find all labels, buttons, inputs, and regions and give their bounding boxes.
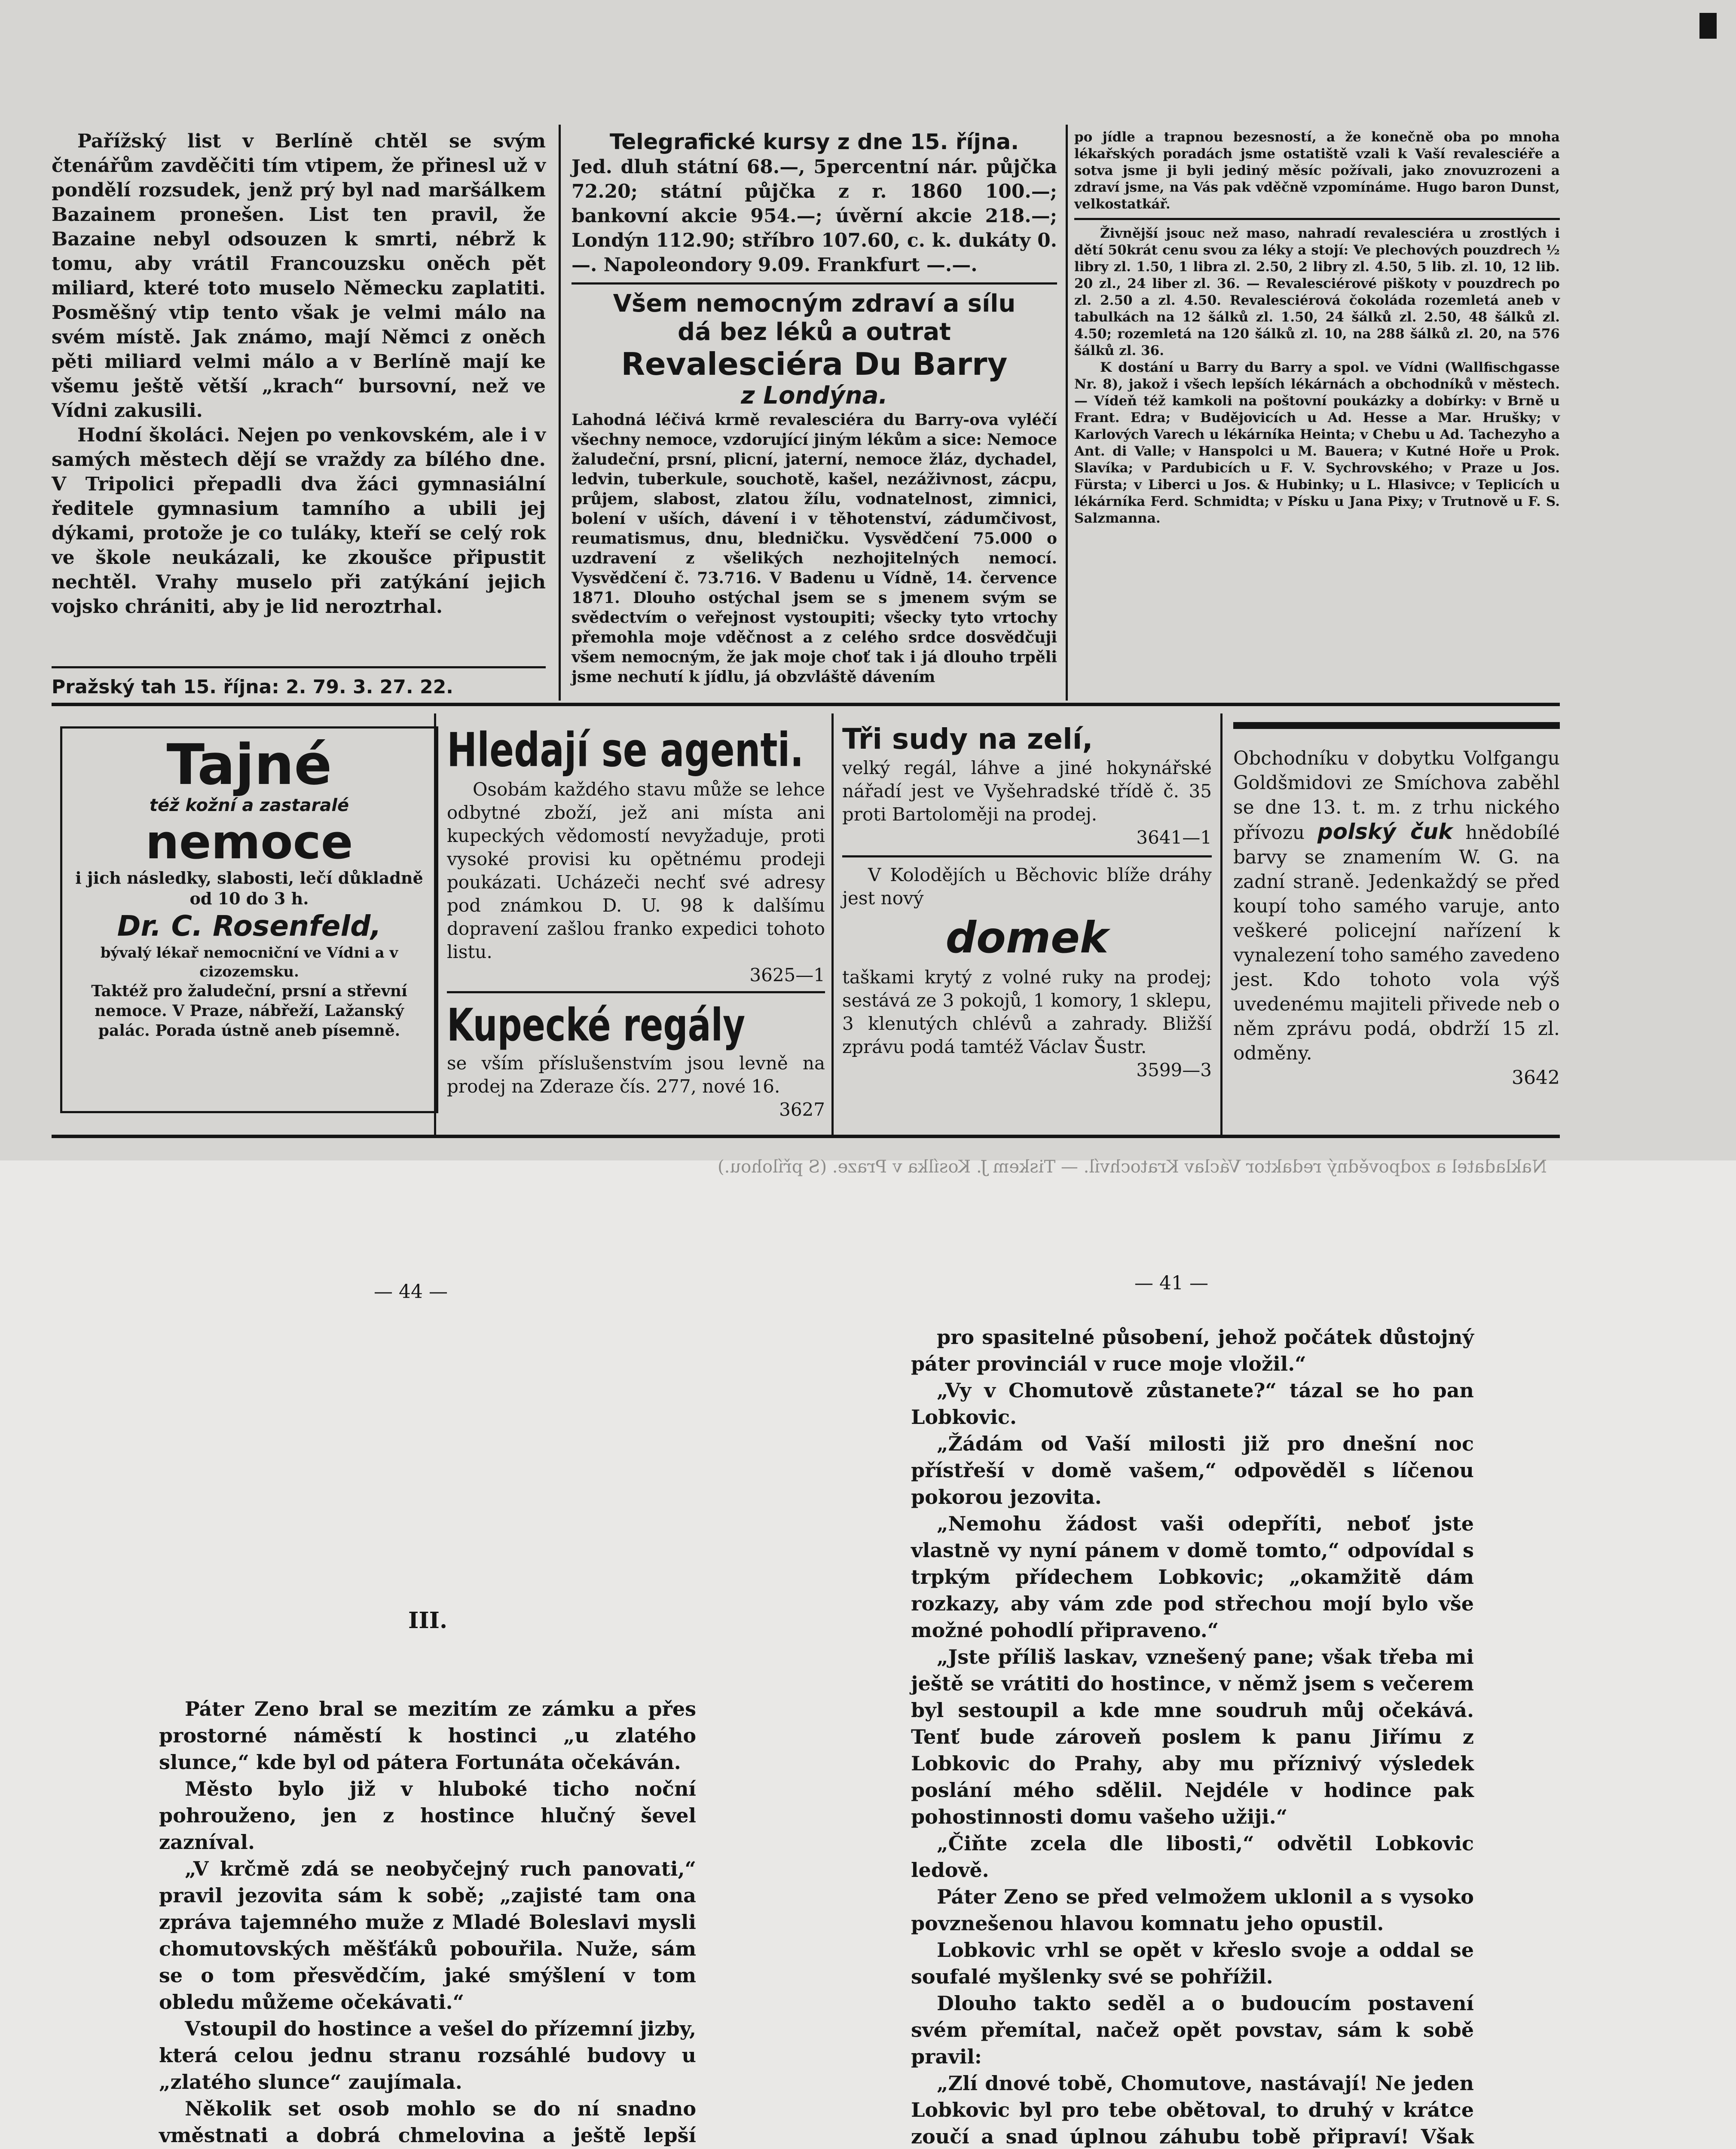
book-paragraph: Dlouho takto seděl a o budoucím postavení svém přemítal, načež opět povstav, sám k sobě pravil: xyxy=(911,1992,1474,2068)
column-rule xyxy=(572,282,1057,285)
telegraph-text: Jed. dluh státní 68.—, 5percentní nár. půjčka 72.20; státní půjčka z r. 1860 100.—; bankovní akcie 954.—; úvěrní akcie 218.—; Londýn 112.90; stříbro 107.60, c. k. dukáty 0.—. Napoleondory 9.09. Frankfurt —.—. xyxy=(572,156,1057,276)
book-page-left xyxy=(159,1696,696,2149)
ad-text: taškami krytý z volné ruky na prodej; sestává ze 3 pokojů, 1 komory, 1 sklepu, 3 klenutých chlévů a zahrady. Bližší zprávu podá tamtéž Václav Šustr. xyxy=(842,967,1212,1057)
ad-emphasis: polský čuk xyxy=(1317,819,1453,844)
ad-code: 3641—1 xyxy=(1136,827,1212,848)
ad-text: se vším příslušenstvím jsou levně na prodej na Zderaze čís. 277, nové 16. xyxy=(447,1053,825,1097)
column-rule xyxy=(52,666,546,668)
book-paragraph: Páter Zeno se před velmožem uklonil a s vysoko povznešenou hlavou komnatu jeho opustil. xyxy=(911,1885,1474,1935)
book-paragraph: „Čiňte zcela dle libosti,“ odvětil Lobkovic ledově. xyxy=(911,1832,1474,1882)
news-column-middle xyxy=(572,129,1057,687)
book-paragraph: „Jste příliš laskav, vznešený pane; však třeba mi ještě se vrátiti do hostince, v němž jsem s večerem byl sestoupil a kde mne soudruh můj očekává. Tenť bude zároveň poslem k panu Jiřímu z Lobkovic do Prahy, aby mu příznivý výsledek poslání mého sdělil. Nejdéle v hodince pak pohostinnosti domu vašeho užiji.“ xyxy=(911,1645,1474,1828)
column-rule xyxy=(842,855,1212,857)
corner-mark xyxy=(1699,13,1717,39)
lottery-line: Pražský tah 15. října: 2. 79. 3. 27. 22. xyxy=(52,676,453,698)
ad-headline: Tři sudy na zelí, xyxy=(842,722,1093,756)
ad-title: Revalesciéra Du Barry xyxy=(621,346,1008,382)
book-paragraph: Páter Zeno bral se mezitím ze zámku a přes prostorné náměstí k hostinci „u zlatého slunce,“ kde byl od pátera Fortunáta očekáván. xyxy=(159,1697,696,1774)
ad-text: Obchodníku v dobytku Volfgangu Goldšmidovi ze Smíchova zaběhl se dne 13. t. m. z trhu xyxy=(1233,747,1560,818)
book-paragraph: Několik set osob mohlo se do ní snadno vměstnati a dobrá chmelovina a ještě lepší xyxy=(159,2097,696,2147)
ad-subline: bývalý lékař nemocniční ve Vídni a v cizozemsku. xyxy=(100,944,398,980)
book-paragraph: „Vy v Chomutově zůstanete?“ tázal se ho pan Lobkovic. xyxy=(911,1379,1474,1429)
ad-text: Osobám každého stavu může se lehce odbytné zboží, jež ani místa ani kupeckých vědomostí nevyžaduje, proti vysoké provisi ku opětnému prodeji poukázati. Ucházeči nechť své adresy pod známkou D. U. 98 k dalšímu dopravení zašlou franko expedici tohoto listu. xyxy=(447,779,825,962)
ad-agenti xyxy=(447,722,825,1121)
ad-headline: Tajné xyxy=(166,732,332,797)
ad-title: Všem nemocným zdraví a sílu xyxy=(613,290,1016,318)
column-rule xyxy=(1233,722,1560,729)
book-paragraph: „Zlí dnové tobě, Chomutove, nastávají! Ne jeden Lobkovic byl pro tebe obětoval, to druhý v krátce zoučí a snad úplnou záhubu tobě připraví! Však xyxy=(911,2072,1474,2148)
ad-lost-animal xyxy=(1233,722,1560,1090)
bleed-footer-line: Nakladatel a zodpovědný redaktor Václav Kratochvíl. — Tiskem J. Kosílka v Praze. (S přílohou.) xyxy=(718,1157,1547,1177)
ad-code: 3627 xyxy=(779,1099,825,1120)
ad-text: velký regál, láhve a jiné hokynářské nářadí jest ve Vyšehradské třídě č. 35 proti Bartoloměji na prodej. xyxy=(842,757,1212,825)
column-divider xyxy=(434,713,436,1135)
book-paragraph: „V krčmě zdá se neobyčejný ruch panovati,“ pravil jezovita sám k sobě; „zajisté tam ona zpráva tajemného muže z Mladé Boleslavi mysli chomutovských měšťáků pobouřila. Nuže, sám se o tom přesvědčím, jaké smýšlení v tom obledu můžeme očekávati.“ xyxy=(159,1857,696,2014)
book-paragraph: „Nemohu žádost vaši odepříti, neboť jste vlastně vy nyní pánem v domě tomto,“ odpovídal s trpkým přídechem Lobkovic; „okamžitě dám rozkazy, aby vám zde pod střechou mojí bylo vše možné pohodlí připraveno.“ xyxy=(911,1512,1474,1642)
ad-title: z Londýna. xyxy=(741,382,888,410)
ad-text: Lahodná léčivá krmě revalesciéra du Barry-ova vyléčí všechny nemoce, vzdorující jiným lékům a sice: Nemoce žaludeční, prsní, plicní, jaterní, nemoce žláz, dychadel, ledvin, tuberkule, souchotě, kašel, nezáživnost, zácpu, průjem, slabost, zlatou žílu, vodnatelnost, zimnici, bolení v uších, dávení i v těhotenství, zádumčivost, reumatismus, dnu, bledničku. Vysvědčení 75.000 o uzdravení z všelikých nezhojitelných nemocí. Vysvědčení č. 73.716. V Badenu u Vídně, 14. července 1871. Dlouho ostýchal jsem se s jmenem svým se svědectvím o veřejnost vystoupiti; všecky tyto vrtochy přemohla moje vděčnost a z celého srdce dosvědčuji všem nemocným, že jak moje choť tak i já dlouho trpěli jsme nechutí k jídlu, já obzvláště dávením xyxy=(572,411,1057,686)
ad-code: 3625—1 xyxy=(749,964,825,986)
ad-text: V Kolodějích u Běchovic blíže dráhy jest nový xyxy=(842,864,1212,909)
ad-code: 3599—3 xyxy=(1136,1059,1212,1081)
book-paragraph: pro spasitelné působení, jehož počátek důstojný páter provinciál v ruce moje vložil.“ xyxy=(911,1326,1474,1375)
section-rule xyxy=(52,703,1560,706)
news-column-left xyxy=(52,129,546,619)
column-divider xyxy=(1066,125,1068,701)
ad-headline: Hledají se agenti. xyxy=(447,722,804,778)
page-number-left: — 44 — xyxy=(374,1281,448,1303)
ad-title: dá bez léků a outrat xyxy=(678,318,951,346)
telegraph-title: Telegrafické kursy z dne 15. října. xyxy=(609,129,1019,154)
book-paragraph: „Žádám od Vaší milosti již pro dnešní noc přístřeší v domě vašem,“ odpověděl s líčenou pokorou jezovita. xyxy=(911,1432,1474,1509)
book-page-right xyxy=(911,1324,1474,2149)
news-paragraph: Hodní školáci. Nejen po venkovském, ale i v samých městech dějí se vraždy za bílého dne. V Tripolici přepadli dva žáci gymnasiální ředitele gymnasium tamního a ubili jej dýkami, protože je co tuláky, kteří se celý rok ve škole neukázali, ke zkoušce připustit nechtěl. Vrahy muselo při zatýkání jejich vojsko chrániti, aby je lid neroztrhal. xyxy=(52,424,546,618)
ad-subline: Taktéž pro žaludeční, prsní a střevní nemoce. V Praze, nábřeží, Lažanský palác. Porada ústně aneb písemně. xyxy=(91,982,407,1040)
ad-sudy-domek xyxy=(842,722,1212,1082)
column-divider xyxy=(1220,713,1223,1135)
ad-text: Živnější jsouc než maso, nahradí revalesciéra u zrostlých i dětí 50krát cenu svou za léky a stojí: Ve plechových pouzdrech ½ libry zl. 1.50, 1 libra zl. 2.50, 2 libry zl. 4.50, 5 lib. zl. 10, 12 lib. 20 zl., 24 liber zl. 36. — Revalesciérové piškoty v pouzdrech po zl. 2.50 a zl. 4.50. Revalesciérová čokoláda rozemletá aneb v tabulkách na 12 šálků zl. 1.50, 24 šálků zl. 2.50, 48 šálků zl. 4.50; rozemletá na 120 šálků zl. 10, na 288 šálků zl. 20, na 576 šálků zl. 36. xyxy=(1074,226,1560,358)
ad-subline: též kožní a zastaralé xyxy=(149,796,349,815)
column-rule xyxy=(1074,218,1560,220)
chapter-heading: III. xyxy=(408,1607,448,1634)
ad-headline: domek xyxy=(945,912,1109,963)
section-rule xyxy=(52,1135,1560,1138)
ad-text: hnědobílé barvy se znamením W. G. na zadní straně. Jedenkaždý se před koupí toho samého varuje, anto veškeré policejní nařízení k vynalezení toho samého zavedeno jest. Kdo tohoto vola výš uvedenému majiteli přivede neb o něm zprávu podá, obdrží 15 zl. odměny. xyxy=(1233,822,1560,1064)
column-rule xyxy=(447,991,825,993)
ad-doctor-name: Dr. C. Rosenfeld, xyxy=(117,909,382,943)
column-divider xyxy=(831,713,834,1135)
ad-headline: nemoce xyxy=(145,814,353,869)
ad-text: po jídle a trapnou bezesností, a že konečně oba po mnoha lékařských poradách jsme ostatiště vzali k Vaší revalesciéře a sotva jsme ji byli jediný měsíc požívali, jako znovuzrozeni a zdraví jsme, na Vás pak vděčně vzpomínáme. Hugo baron Dunst, velkostatkář. xyxy=(1074,129,1560,212)
ad-headline: Kupecké regály xyxy=(447,999,746,1051)
ad-text: K dostání u Barry du Barry a spol. ve Vídni (Wallfischgasse Nr. 8), jakož i všech lepších lékárnách a obchodníků v městech. — Vídeň též kamkoli na poštovní poukázky a dobírky: v Brně u Frant. Edra; v Budějovicích u Ad. Hesse a Mar. Hrušky; v Karlových Varech u lékárníka Heinta; v Chebu u Ad. Tachezyho a Ant. di Valle; v Hanspolci u M. Bauera; v Kutné Hoře u Prok. Slavíka; v Pardubicích u F. V. Sychrovského; v Praze u Jos. Fürsta; v Liberci u Jos. & Hubinky; u L. Hlasivce; v Teplicích u lékárníka Ferd. Schmidta; v Písku u Jana Pixy; v Trutnově u F. S. Salzmanna. xyxy=(1074,360,1560,526)
ad-code: 3642 xyxy=(1512,1067,1560,1089)
book-paragraph: Vstoupil do hostince a vešel do přízemní jizby, která celou jednu stranu rozsáhlé budovy u „zlatého slunce“ zaujímala. xyxy=(159,2017,696,2094)
page-number-right: — 41 — xyxy=(1134,1272,1208,1294)
book-paragraph: Město bylo již v hluboké ticho noční pohrouženo, jen z hostince hlučný ševel zazníval. xyxy=(159,1777,696,1854)
ad-text: nického přívozu xyxy=(1233,796,1560,844)
column-divider xyxy=(559,125,561,701)
news-column-right xyxy=(1074,129,1560,527)
ad-subline: i jich následky, slabosti, lečí důkladně od 10 do 3 h. xyxy=(75,868,423,908)
book-paragraph: Lobkovic vrhl se opět v křeslo svoje a oddal se soufalé myšlenky své se pohřížil. xyxy=(911,1938,1474,1988)
ad-tajne-nemoce xyxy=(60,726,438,1113)
news-paragraph: Pařížský list v Berlíně chtěl se svým čtenářům zavděčiti tím vtipem, že přinesl už v pondělí rozsudek, jenž prý byl nad maršálkem Bazainem pronešen. List ten pravil, že Bazaine nebyl odsouzen k smrti, nébrž k tomu, aby vrátil Francouzsku oněch pět miliard, které toto muselo Německu zaplatiti. Posměšný vtip tento však je velmi málo na svém místě. Jak známo, mají Němci z oněch pěti miliard velmi málo a v Berlíně mají ke všemu ještě větší „krach“ bursovní, než ve Vídni zakusili. xyxy=(52,130,546,422)
